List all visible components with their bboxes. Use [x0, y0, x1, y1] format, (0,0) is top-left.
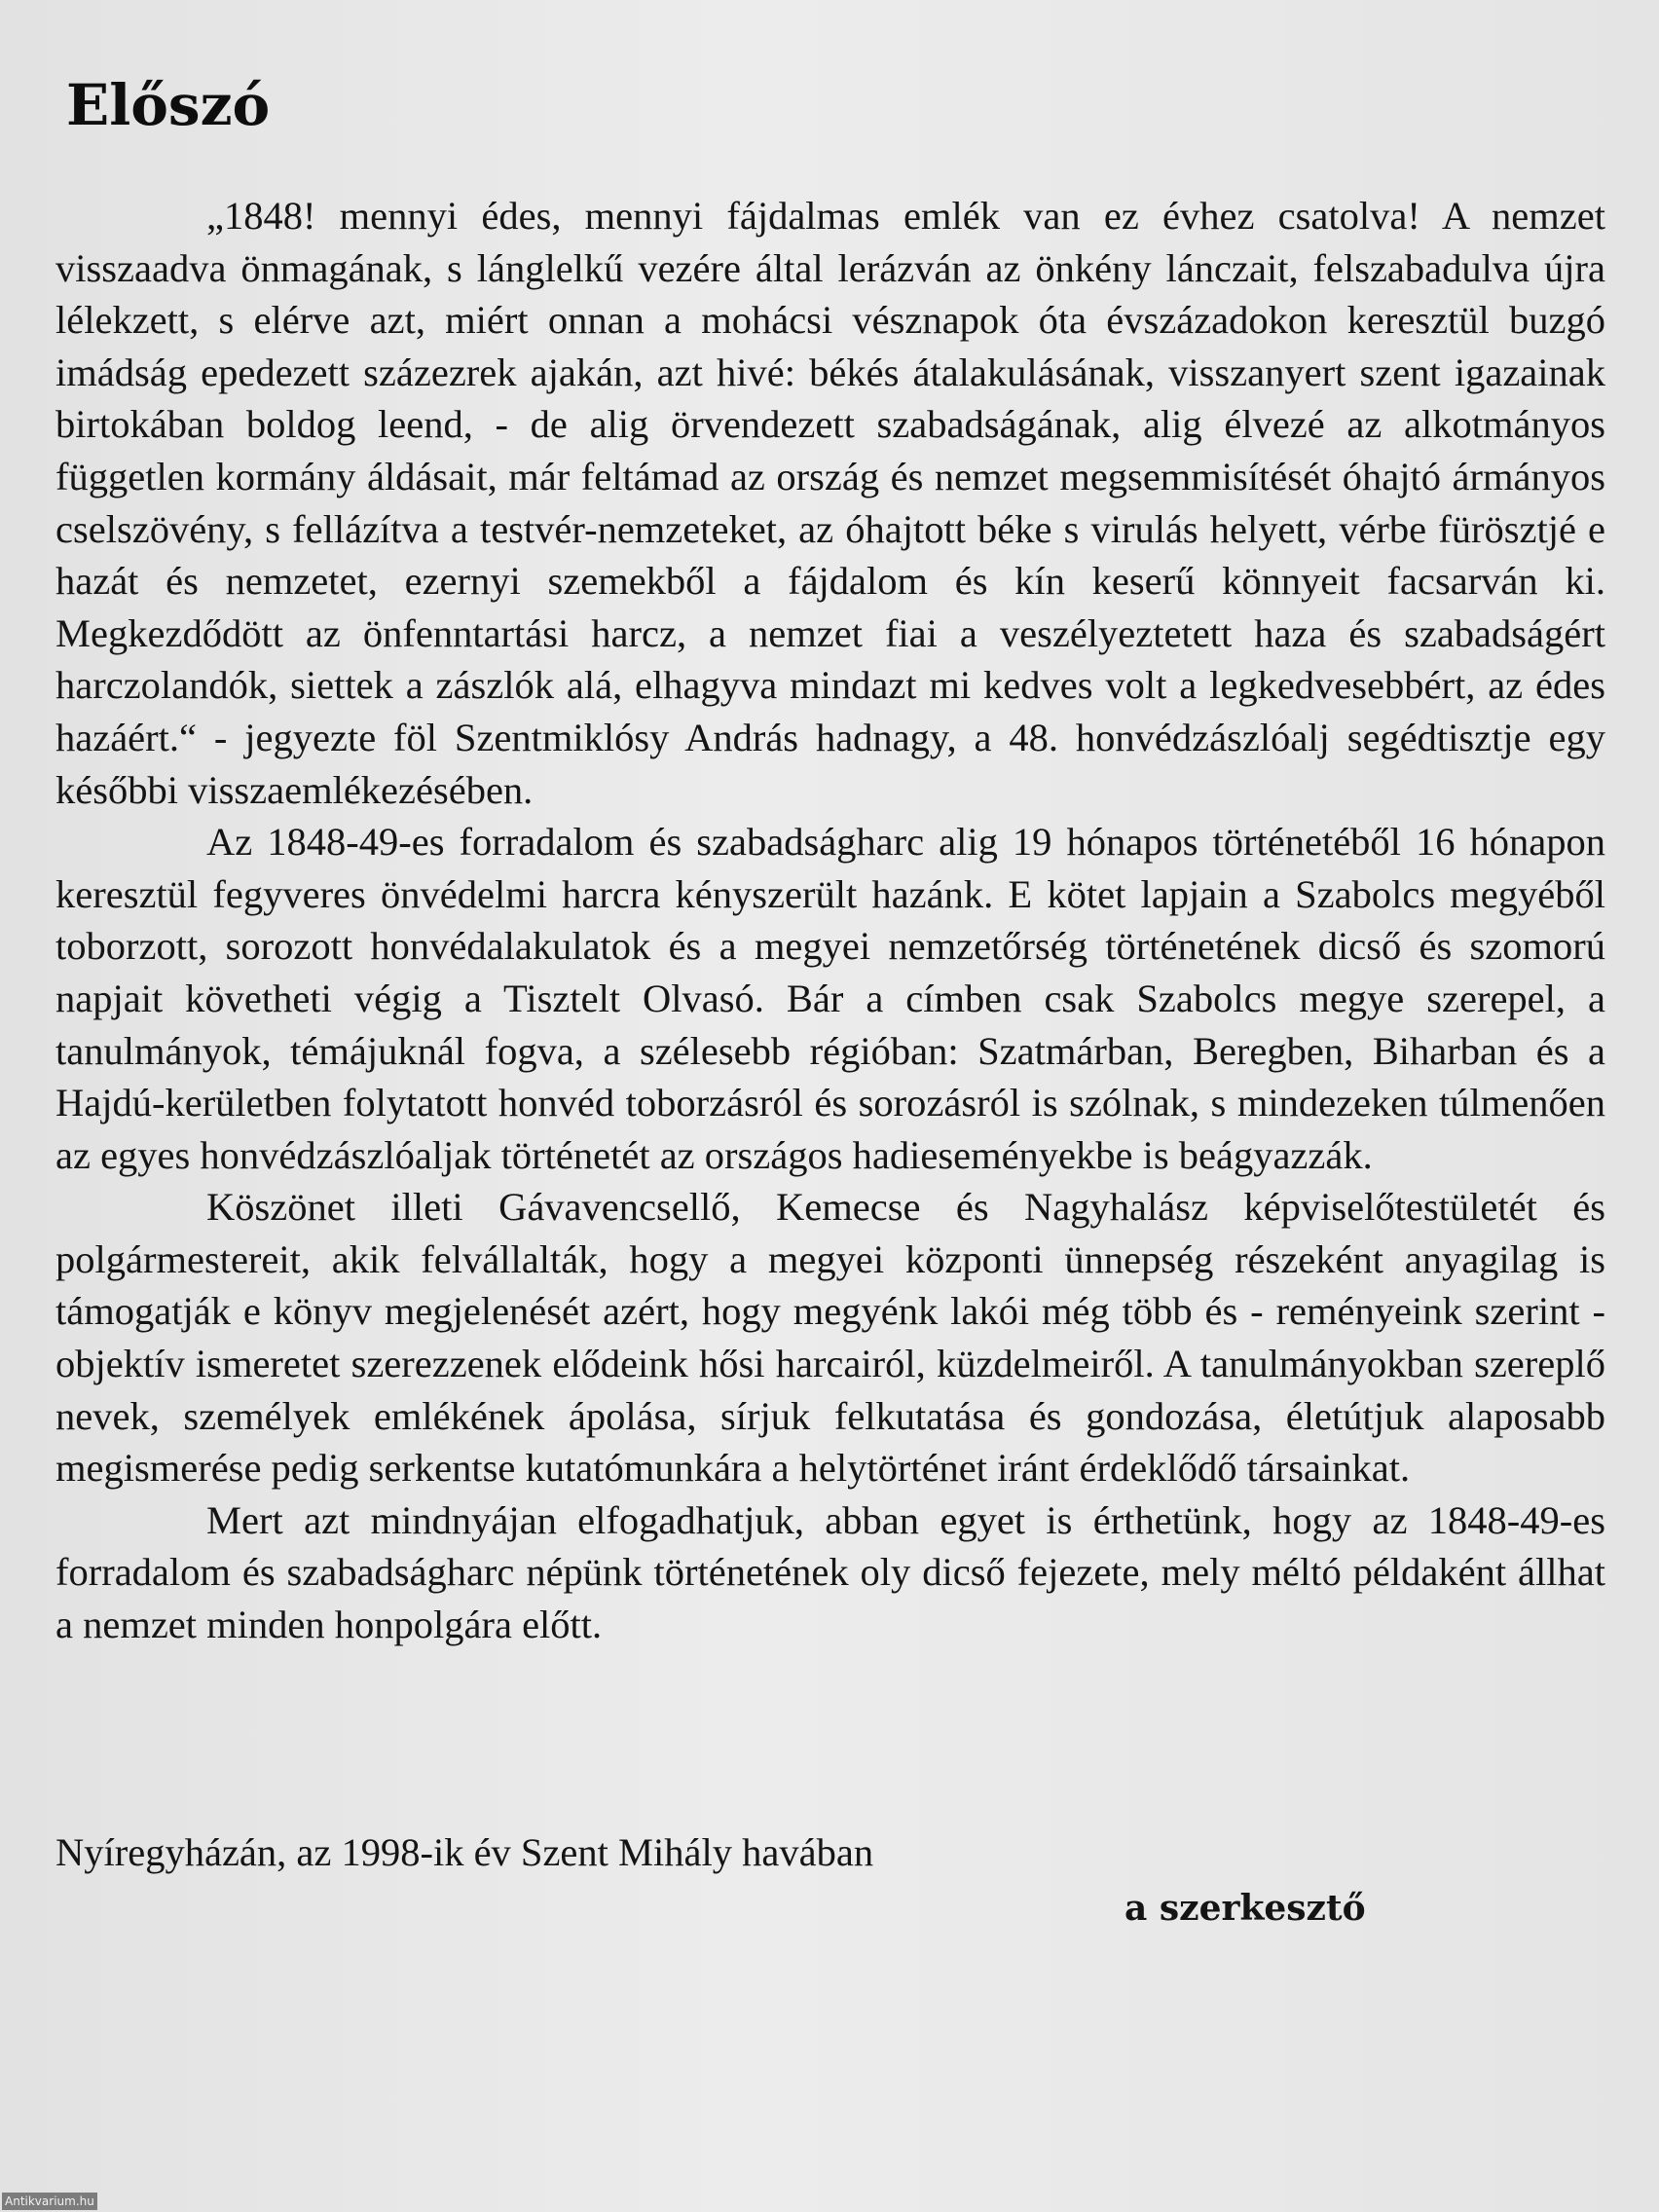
paragraph-history: Az 1848-49-es forradalom és szabadságharc alig 19 hónapos történetéből 16 hónapon keresztül fegyveres önvédelmi harcra kényszerült hazánk. E kötet lapjain a Szabolcs megyéből toborzott, sorozott honvédalakulatok és a megyei nemzetőrség történetének dicső és szomorú napjait követheti végig a Tisztelt Olvasó. Bár a címben csak Szabolcs megye szerepel, a tanulmányok, témájuknál fogva, a szélesebb régióban: Szatmárban, Beregben, Biharban és a Hajdú-kerületben folytatott honvéd toborzásról és sorozásról is szólnak, s mindezeken túlmenően az egyes honvédzászlóaljak történetét az országos hadieseményekbe is beágyazzák.: [55, 820, 1605, 1177]
watermark: Antikvarium.hu: [2, 2193, 97, 2210]
paragraph-conclusion: Mert azt mindnyájan elfogadhatjuk, abban egyet is érthetünk, hogy az 1848-49-es forradalom és szabadságharc népünk történetének oly dicső fejezete, mely méltó példaként állhat a nemzet minden honpolgára előtt.: [55, 1497, 1605, 1647]
preface-body: [55, 190, 1605, 1651]
paragraph-thanks: Köszönet illeti Gávavencsellő, Kemecse és Nagyhalász képviselőtestületét és polgármestereit, akik felvállalták, hogy a megyei központi ünnepség részeként anyagilag is támogatják e könyv megjelenését azért, hogy megyénk lakói még több és - reményeink szerint - objektív ismeretet szerezzenek elődeink hősi harcairól, küzdelmeiről. A tanulmányokban szereplő nevek, személyek emlékének ápolása, sírjuk felkutatása és gondozása, életútjuk alaposabb megismerése pedig serkentse kutatómunkára a helytörténet iránt érdeklődő társainkat.: [55, 1185, 1605, 1491]
page-title: Előszó: [66, 72, 271, 138]
editor-signature: a szerkesztő: [1124, 1888, 1366, 1929]
place-date-line: Nyíregyházán, az 1998-ik év Szent Mihály havában: [55, 1830, 874, 1874]
paragraph-quote: „1848! mennyi édes, mennyi fájdalmas emlék van ez évhez csatolva! A nemzet visszaadva önmagának, s lánglelkű vezére által lerázván az önkény lánczait, felszabadulva újra lélekzett, s elérve azt, miért onnan a mohácsi vésznapok óta évszázadokon keresztül buzgó imádság epedezett százezrek ajakán, azt hivé: békés átalakulásának, visszanyert szent igazainak birtokában boldog leend, - de alig örvendezett szabadságának, alig élvezé az alkotmányos független kormány áldásait, már feltámad az ország és nemzet megsemmisítését óhajtó ármányos cselszövény, s fellázítva a testvér-nemzeteket, az óhajtott béke s virulás helyett, vérbe fürösztjé e hazát és nemzetet, ezernyi szemekből a fájdalom és kín keserű könnyeit facsarván ki. Megkezdődött az önfenntartási harcz, a nemzet fiai a veszélyeztetett haza és szabadságért harczolandók, siettek a zászlók alá, elhagyva mindazt mi kedves volt a legkedvesebbért, az édes hazáért.“ - jegyezte föl Szentmiklósy András hadnagy, a 48. honvédzászlóalj segédtisztje egy későbbi visszaemlékezésében.: [55, 194, 1605, 812]
